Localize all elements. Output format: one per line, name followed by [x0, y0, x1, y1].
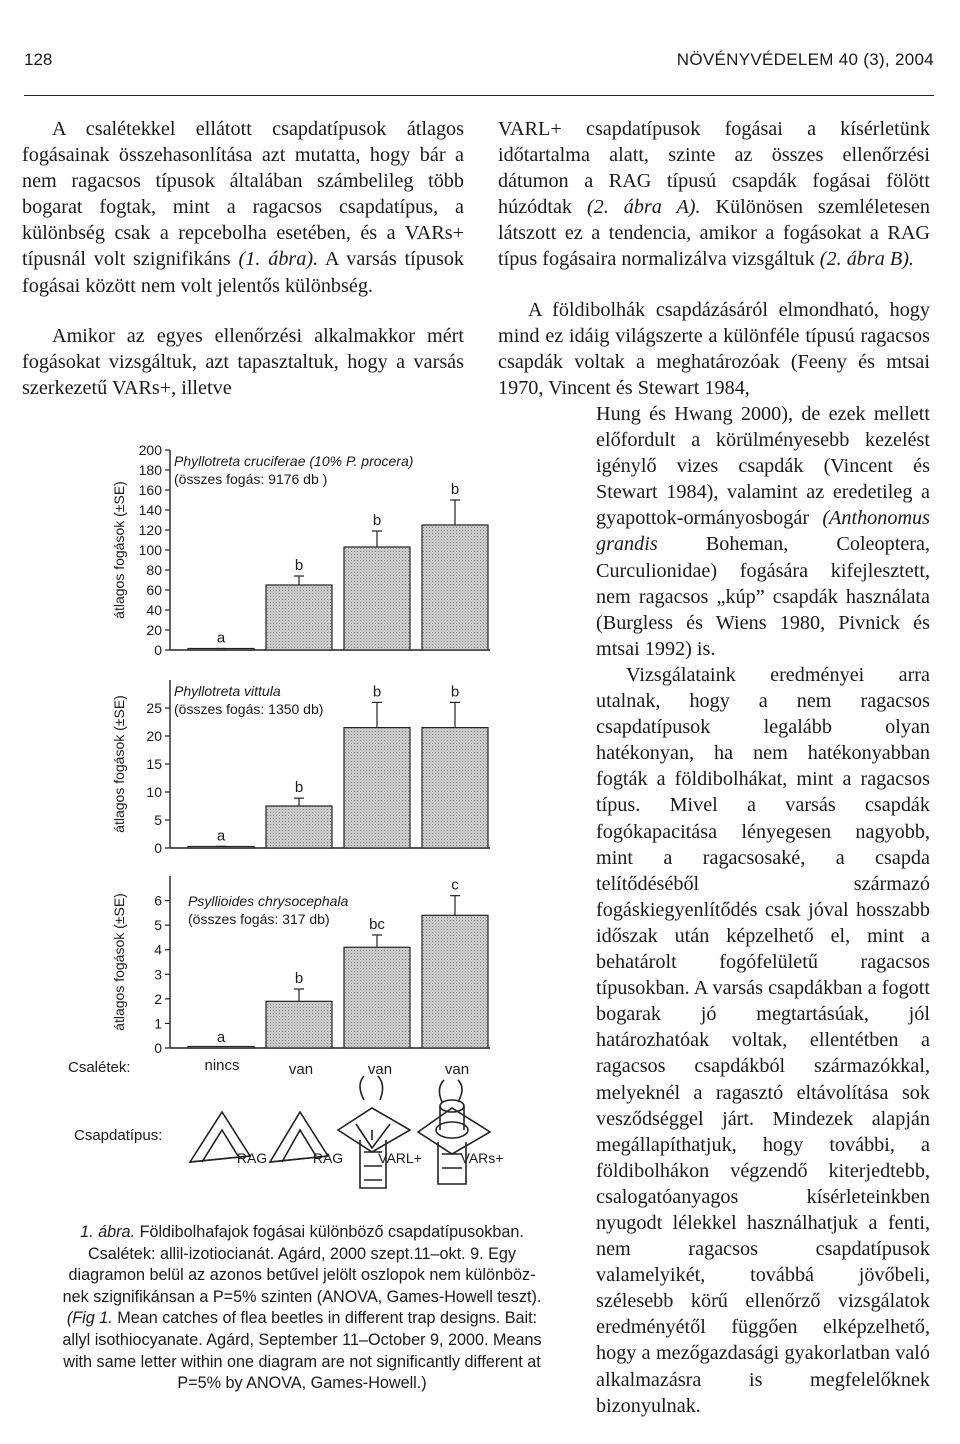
- significance-letter: b: [294, 970, 304, 988]
- significance-letter: bc: [369, 915, 385, 933]
- y-tick-label: 100: [138, 542, 162, 558]
- funnel-trap-vars-icon: [418, 1080, 490, 1184]
- paragraph-1-tail: A varsás típusok fogásai között nem volt jelentős különbség.: [22, 248, 465, 297]
- chart-title: Phyllotreta cruciferae (10% P. procera): [174, 453, 414, 469]
- bar: [422, 728, 488, 848]
- paragraph-3-text-b: Különösen szemléletesen látszott ez a tendencia, amikor a fogásokat a RAG típus fogásaira normalizálva vizsgáltuk: [498, 196, 930, 271]
- caption-label-en: (Fig 1.: [66, 1309, 113, 1328]
- funnel-trap-varl-icon: [338, 1076, 410, 1188]
- significance-letter: b: [294, 557, 304, 574]
- caption-line-8: P=5% by ANOVA, Games-Howell.): [177, 1374, 427, 1393]
- y-tick-label: 20: [146, 728, 162, 744]
- bar: [266, 585, 332, 650]
- y-tick-label: 120: [138, 522, 162, 538]
- bar: [344, 547, 410, 650]
- y-tick-label: 5: [154, 812, 162, 828]
- y-tick-label: 40: [146, 602, 162, 618]
- y-tick-label: 80: [146, 562, 162, 578]
- caption-line-3: diagramon belül az azonos betűvel jelölt oszlopok nem különböz-: [68, 1266, 536, 1285]
- page-number: 128: [24, 50, 53, 69]
- y-tick-label: 10: [146, 784, 162, 800]
- caption-text-5: Mean catches of flea beetles in different trap designs. Bait:: [117, 1309, 538, 1328]
- bar: [344, 947, 410, 1048]
- caption-line-7: with same letter within one diagram are not significantly different at: [63, 1352, 541, 1371]
- y-tick-label: 5: [154, 917, 162, 934]
- paragraph-6: Vizsgálataink eredményei arra utalnak, hogy a nem ragacsos csapdatípusok legalább olyan hatékonyan, ha nem hatékonyabban fogták a földibolhákat, mint a ragacsos típus. Mivel a varsás csapdák fogókapacitása lényegesen nagyobb, mint a ragacsosaké, a csapda telítődéséből származó fogáskiegyenlítődés csak jóval hosszabb időszak után képzelhető el, mint a behatárolt fogófelületű ragacsos típusokban. A varsás csapdákban a fogott bogarak jó megtartásúak, jól határozhatóak voltak, ellentétben a ragacsos csapdákból származókkal, melyeknél a ragasztó eltávolítása sok vesződséggel járt. Mindezek alapján megállapíthatjuk, hogy további, a földibolhákon végzendő kiterjedtebb, csalogatóanyagos kísérleteinkben nyugodt lélekkel használhatjuk a fenti, nem ragacsos csapdatípusok valamelyikét, továbbá jövőbeli, szélesebb körű ellenőrző vizsgálatok eredményétől függően elképzelhető, hogy a mezőgazdasági gyakorlatban való alkalmazásra is megfelelőknek bizonyulnak.: [596, 664, 930, 1417]
- bait-value-4: van: [444, 1061, 470, 1078]
- chart-subtitle: (összes fogás: 9176 db ): [174, 471, 328, 487]
- y-tick-label: 0: [154, 1040, 162, 1056]
- figure-ref-2a: (2. ábra A).: [586, 196, 701, 219]
- y-tick-label: 0: [154, 840, 162, 856]
- significance-letter: b: [372, 512, 382, 529]
- significance-letter: a: [216, 629, 226, 647]
- bar: [266, 1001, 332, 1048]
- y-tick-label: 1: [154, 1015, 162, 1032]
- bait-row-label: Csalétek:: [68, 1059, 131, 1076]
- chart-subtitle: (összes fogás: 1350 db): [174, 701, 324, 717]
- trap-row-label: Csapdatípus:: [74, 1127, 163, 1144]
- y-tick-label: 2: [154, 990, 162, 1007]
- chart-panel-1: [111, 442, 490, 658]
- paragraph-5-text-b: Boheman, Coleoptera, Curculionidae) fogására kifejlesztett, nem ragacsos „kúp” csapdák használata (Burgless és Wiens 1980, Pivnick és mtsai 1992) is.: [596, 533, 931, 660]
- bar: [188, 1047, 254, 1049]
- caption-line-1: [30, 1222, 574, 1244]
- y-axis-label: átlagos fogások (±SE): [111, 695, 127, 833]
- y-tick-label: 160: [138, 482, 162, 498]
- bar: [422, 525, 488, 650]
- header-rule: [24, 95, 934, 96]
- bar: [344, 728, 410, 848]
- y-tick-label: 3: [154, 966, 162, 983]
- paragraph-3-text-a: VARL+ csapdatípusok fogásai a kísérletünk időtartalma alatt, szinte az összes ellenőrzési dátumon a RAG típusú csapdák fogásai fölött húzódtak: [498, 118, 930, 219]
- chart-panel-2: [111, 680, 490, 856]
- y-tick-label: 60: [146, 582, 162, 598]
- figure-1-chart: [60, 440, 580, 1220]
- y-axis-label: átlagos fogások (±SE): [111, 481, 127, 619]
- y-tick-label: 20: [146, 622, 162, 638]
- y-tick-label: 15: [146, 756, 162, 772]
- paragraph-5-text-a: Hung és Hwang 2000), de ezek mellett előfordult a körülményesebb kezelést igénylő vizes csapdák (Vincent és Stewart 1984), valamint az eredetileg a gyapottok-ormányosbogár: [596, 403, 930, 530]
- y-tick-label: 4: [154, 941, 162, 958]
- bar: [266, 806, 332, 848]
- bait-value-2: van: [288, 1061, 314, 1078]
- chart-title: Psyllioides chrysocephala: [188, 893, 349, 909]
- y-axis-label: átlagos fogások (±SE): [111, 893, 127, 1031]
- chart-panel-3: [111, 876, 490, 1056]
- significance-letter: b: [450, 683, 460, 701]
- paragraph-4: A földibolhák csapdázásáról elmondható, hogy mind ez idáig világszerte a különféle típusú ragacsos csapdák voltak a meghatározóak (Feeny és mtsai 1970, Vincent és Stewart 1984,: [498, 299, 930, 400]
- significance-letter: b: [450, 481, 460, 498]
- trap-label-3: VARL+: [378, 1150, 422, 1166]
- species-name: (Anthonomus grandis: [596, 507, 930, 556]
- y-tick-label: 140: [138, 502, 162, 518]
- trap-label-1: RAG: [236, 1150, 268, 1166]
- significance-letter: b: [294, 779, 304, 797]
- chart-subtitle: (összes fogás: 317 db): [188, 911, 330, 927]
- y-tick-label: 200: [138, 442, 162, 458]
- bait-value-3: van: [367, 1061, 393, 1078]
- significance-letter: c: [451, 876, 459, 894]
- paragraph-1: [22, 116, 464, 299]
- y-tick-label: 25: [146, 700, 162, 716]
- trap-label-4: VARs+: [460, 1150, 504, 1166]
- chart-title: Phyllotreta vittula: [174, 683, 281, 699]
- y-tick-label: 0: [154, 642, 162, 658]
- trap-label-2: RAG: [312, 1150, 344, 1166]
- y-tick-label: 6: [154, 892, 162, 909]
- significance-letter: a: [216, 827, 226, 845]
- paragraph-5: [596, 401, 930, 662]
- significance-letter: a: [216, 1029, 226, 1046]
- paragraph-3: [498, 116, 930, 273]
- caption-line-4: nek szignifikánsan a P=5% szinten (ANOVA, Games-Howell teszt).: [62, 1287, 542, 1306]
- significance-letter: b: [372, 683, 382, 701]
- journal-title: NÖVÉNYVÉDELEM 40 (3), 2004: [676, 50, 934, 69]
- bait-value-1: nincs: [204, 1057, 240, 1074]
- paragraph-1-text: A csalétekkel ellátott csapdatípusok átlagos fogásainak összehasonlítása azt mutatta, hogy bár a nem ragacsos típusok általában számbelileg több bogarat fogtak, mint a ragacsos csapdatípus, a különbség csak a repcebolha esetében, és a VARs+ típusnál volt szignifikáns: [22, 118, 464, 271]
- paragraph-2: Amikor az egyes ellenőrzési alkalmakkor mért fogásokat vizsgáltuk, azt tapasztaltuk, hogy a varsás szerkezetű VARs+, illetve: [22, 325, 464, 400]
- caption-line-5: [30, 1308, 574, 1330]
- caption-text-1: Földibolhafajok fogásai különböző csapdatípusokban.: [139, 1223, 524, 1241]
- y-tick-label: 180: [138, 462, 162, 478]
- caption-line-6: allyl isothiocyanate. Agárd, September 11–October 9, 2000. Means: [62, 1330, 542, 1349]
- figure-caption: [30, 1222, 574, 1395]
- figure-ref-1: (1. ábra).: [238, 248, 319, 271]
- caption-line-2: Csalétek: allil-izotiocianát. Agárd, 2000 szept.11–okt. 9. Egy: [87, 1244, 516, 1263]
- bar: [422, 915, 488, 1048]
- caption-label-hu: 1. ábra.: [80, 1223, 136, 1241]
- figure-ref-2b: (2. ábra B).: [819, 248, 914, 271]
